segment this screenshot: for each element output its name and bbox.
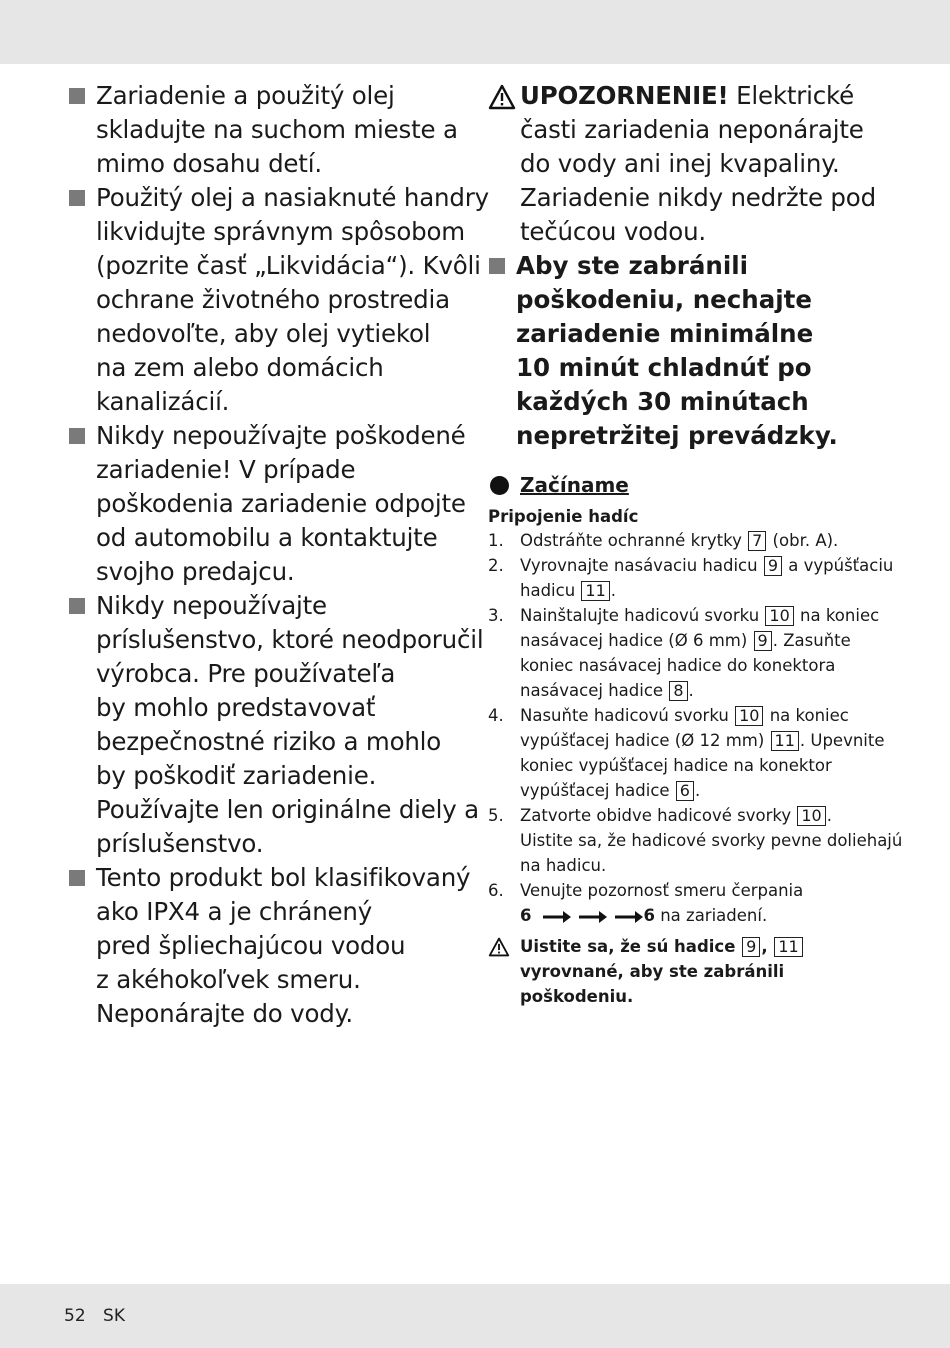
text-line <box>520 803 888 828</box>
language-code: SK <box>103 1306 125 1326</box>
step-text: Uistite sa, že hadicové svorky pevne doliehajú <box>520 831 903 850</box>
step-text: a vypúšťaciu <box>783 556 894 575</box>
warning-triangle-icon <box>488 937 510 957</box>
text-line <box>520 553 894 578</box>
step-text: nasávacej hadice (Ø 6 mm) <box>520 631 753 650</box>
text-line: (pozrite časť „Likvidácia“). Kvôli <box>96 251 481 280</box>
reference-box: 11 <box>774 937 802 957</box>
text-line <box>520 828 903 853</box>
text-line: Nikdy nepoužívajte poškodené <box>96 421 466 450</box>
separator: , <box>761 937 768 956</box>
cooling-notice <box>488 249 888 453</box>
step-text: Nasuňte hadicovú svorku <box>520 706 735 725</box>
step-number: 3. <box>488 606 504 625</box>
text-line: každých 30 minútach <box>516 387 809 416</box>
reference-box: 6 <box>676 781 694 801</box>
text-line: poškodeniu. <box>520 987 634 1006</box>
text-line: svojho predajcu. <box>96 557 295 586</box>
text-line: zariadenie! V prípade <box>96 455 356 484</box>
text-line: tečúcou vodou. <box>520 217 706 246</box>
list-item <box>488 603 888 703</box>
text-line: Nikdy nepoužívajte <box>96 591 327 620</box>
text-line: na zem alebo domácich <box>96 353 384 382</box>
footer-band <box>0 1284 950 1348</box>
flow-text: na zariadení. <box>654 906 768 925</box>
reference-box: 11 <box>581 581 609 601</box>
text-line: Zariadenie nikdy nedržte pod <box>520 183 876 212</box>
text-line: ochrane životného prostredia <box>96 285 450 314</box>
text-line: Používajte len originálne diely a <box>96 795 479 824</box>
step-text: vypúšťacej hadice (Ø 12 mm) <box>520 731 770 750</box>
text-line: časti zariadenia neponárajte <box>520 115 864 144</box>
text-line: z akéhokoľvek smeru. <box>96 965 361 994</box>
flow-to: 6 <box>643 906 655 925</box>
text-line: príslušenstvo. <box>96 829 264 858</box>
text-line: výrobca. Pre používateľa <box>96 659 396 688</box>
text-line: pred špliechajúcou vodou <box>96 931 406 960</box>
filled-circle-icon <box>490 476 509 495</box>
warning-text: Elektrické <box>728 81 854 110</box>
step-text: . <box>694 781 701 800</box>
step-text: . Upevnite <box>799 731 885 750</box>
text-line: zariadenie minimálne <box>516 319 814 348</box>
text-line <box>520 728 888 753</box>
text-line <box>520 653 888 678</box>
reference-box: 10 <box>797 806 825 826</box>
reference-box: 9 <box>754 631 772 651</box>
reference-box: 7 <box>748 531 766 551</box>
hose-warning <box>488 934 888 1009</box>
text-line <box>520 753 888 778</box>
bullet-item <box>68 861 471 1031</box>
text-line: by poškodiť zariadenie. <box>96 761 377 790</box>
arrow-right-icon <box>531 910 643 924</box>
right-column <box>488 79 888 453</box>
step-text: na hadicu. <box>520 856 607 875</box>
step-text: . <box>688 681 694 700</box>
square-bullet-icon <box>69 870 85 886</box>
list-item <box>488 528 888 553</box>
warning-label: UPOZORNENIE! <box>520 81 729 110</box>
reference-box: 8 <box>669 681 687 701</box>
step-text: . <box>610 581 617 600</box>
square-bullet-icon <box>69 428 85 444</box>
section-title-text: Začíname <box>520 473 629 497</box>
list-item <box>488 703 888 803</box>
step-text: Nainštalujte hadicovú svorku <box>520 606 765 625</box>
flow-direction <box>520 903 888 928</box>
text-line: od automobilu a kontaktujte <box>96 523 438 552</box>
list-item <box>488 803 903 878</box>
text-line: Neponárajte do vody. <box>96 999 354 1028</box>
square-bullet-icon <box>69 598 85 614</box>
page-footer <box>64 1306 137 1326</box>
step-text: nasávacej hadice <box>520 681 669 700</box>
text-line: Použitý olej a nasiaknuté handry <box>96 183 489 212</box>
header-band <box>0 0 950 64</box>
step-text: Vyrovnajte nasávaciu hadicu <box>520 556 763 575</box>
step-text: (obr. A). <box>767 531 839 550</box>
step-text: na koniec <box>794 606 880 625</box>
step-text: Zatvorte obidve hadicové svorky <box>520 806 797 825</box>
text-line <box>520 703 888 728</box>
subsection-title: Pripojenie hadíc <box>488 507 639 526</box>
text-line: do vody ani inej kvapaliny. <box>520 149 840 178</box>
text-line: poškodenia zariadenie odpojte <box>96 489 466 518</box>
bullet-item <box>68 589 484 861</box>
text-line: príslušenstvo, ktoré neodporučil <box>96 625 484 654</box>
bullet-item <box>68 181 489 419</box>
text-line <box>520 628 888 653</box>
step-text: . <box>826 806 832 825</box>
text-line <box>520 603 888 628</box>
text-line: nedovoľte, aby olej vytiekol <box>96 319 431 348</box>
page-number: 52 <box>64 1306 86 1326</box>
text-line: Tento produkt bol klasifikovaný <box>96 863 471 892</box>
text-line <box>520 678 888 703</box>
text-line: likvidujte správnym spôsobom <box>96 217 465 246</box>
text-line: mimo dosahu detí. <box>96 149 322 178</box>
warning-text: Uistite sa, že sú hadice <box>520 937 742 956</box>
square-bullet-icon <box>489 258 505 274</box>
step-text: hadicu <box>520 581 581 600</box>
text-line: kanalizácií. <box>96 387 230 416</box>
text-line: by mohlo predstavovať <box>96 693 376 722</box>
list-item <box>488 878 888 928</box>
warning-triangle-icon <box>488 84 516 110</box>
text-line: 10 minút chladnúť po <box>516 353 812 382</box>
text-line: Zariadenie a použitý olej <box>96 81 395 110</box>
step-text: . Zasuňte <box>772 631 851 650</box>
left-column <box>68 79 489 1031</box>
text-line <box>520 528 888 553</box>
reference-box: 9 <box>764 556 782 576</box>
reference-box: 11 <box>771 731 799 751</box>
step-number: 4. <box>488 706 504 725</box>
warning-electrical <box>488 79 888 249</box>
text-line: ako IPX4 a je chránený <box>96 897 373 926</box>
step-number: 5. <box>488 806 504 825</box>
step-number: 2. <box>488 556 504 575</box>
step-text: vypúšťacej hadice <box>520 781 675 800</box>
text-line: Aby ste zabránili <box>516 251 749 280</box>
text-line <box>520 853 888 878</box>
reference-box: 10 <box>765 606 793 626</box>
text-line: nepretržitej prevádzky. <box>516 421 838 450</box>
reference-box: 10 <box>735 706 763 726</box>
step-text: Odstráňte ochranné krytky <box>520 531 748 550</box>
step-number: 6. <box>488 881 504 900</box>
step-text: koniec vypúšťacej hadice na konektor <box>520 756 832 775</box>
text-line <box>520 778 888 803</box>
step-number: 1. <box>488 531 504 550</box>
square-bullet-icon <box>69 190 85 206</box>
step-text: na koniec <box>764 706 849 725</box>
section-title <box>488 470 888 500</box>
reference-box: 9 <box>742 937 760 957</box>
bullet-item <box>68 79 468 181</box>
steps-list <box>488 528 903 928</box>
getting-started-section <box>488 470 903 1009</box>
bullet-item <box>68 419 468 589</box>
square-bullet-icon <box>69 88 85 104</box>
text-line: vyrovnané, aby ste zabránili <box>520 962 785 981</box>
flow-from: 6 <box>520 906 532 925</box>
step-text: koniec nasávacej hadice do konektora <box>520 656 836 675</box>
text-line <box>520 878 888 903</box>
list-item <box>488 553 894 603</box>
text-line <box>520 578 888 603</box>
step-text: Venujte pozornosť smeru čerpania <box>520 881 804 900</box>
text-line: bezpečnostné riziko a mohlo <box>96 727 442 756</box>
text-line: poškodeniu, nechajte <box>516 285 812 314</box>
text-line: skladujte na suchom mieste a <box>96 115 458 144</box>
